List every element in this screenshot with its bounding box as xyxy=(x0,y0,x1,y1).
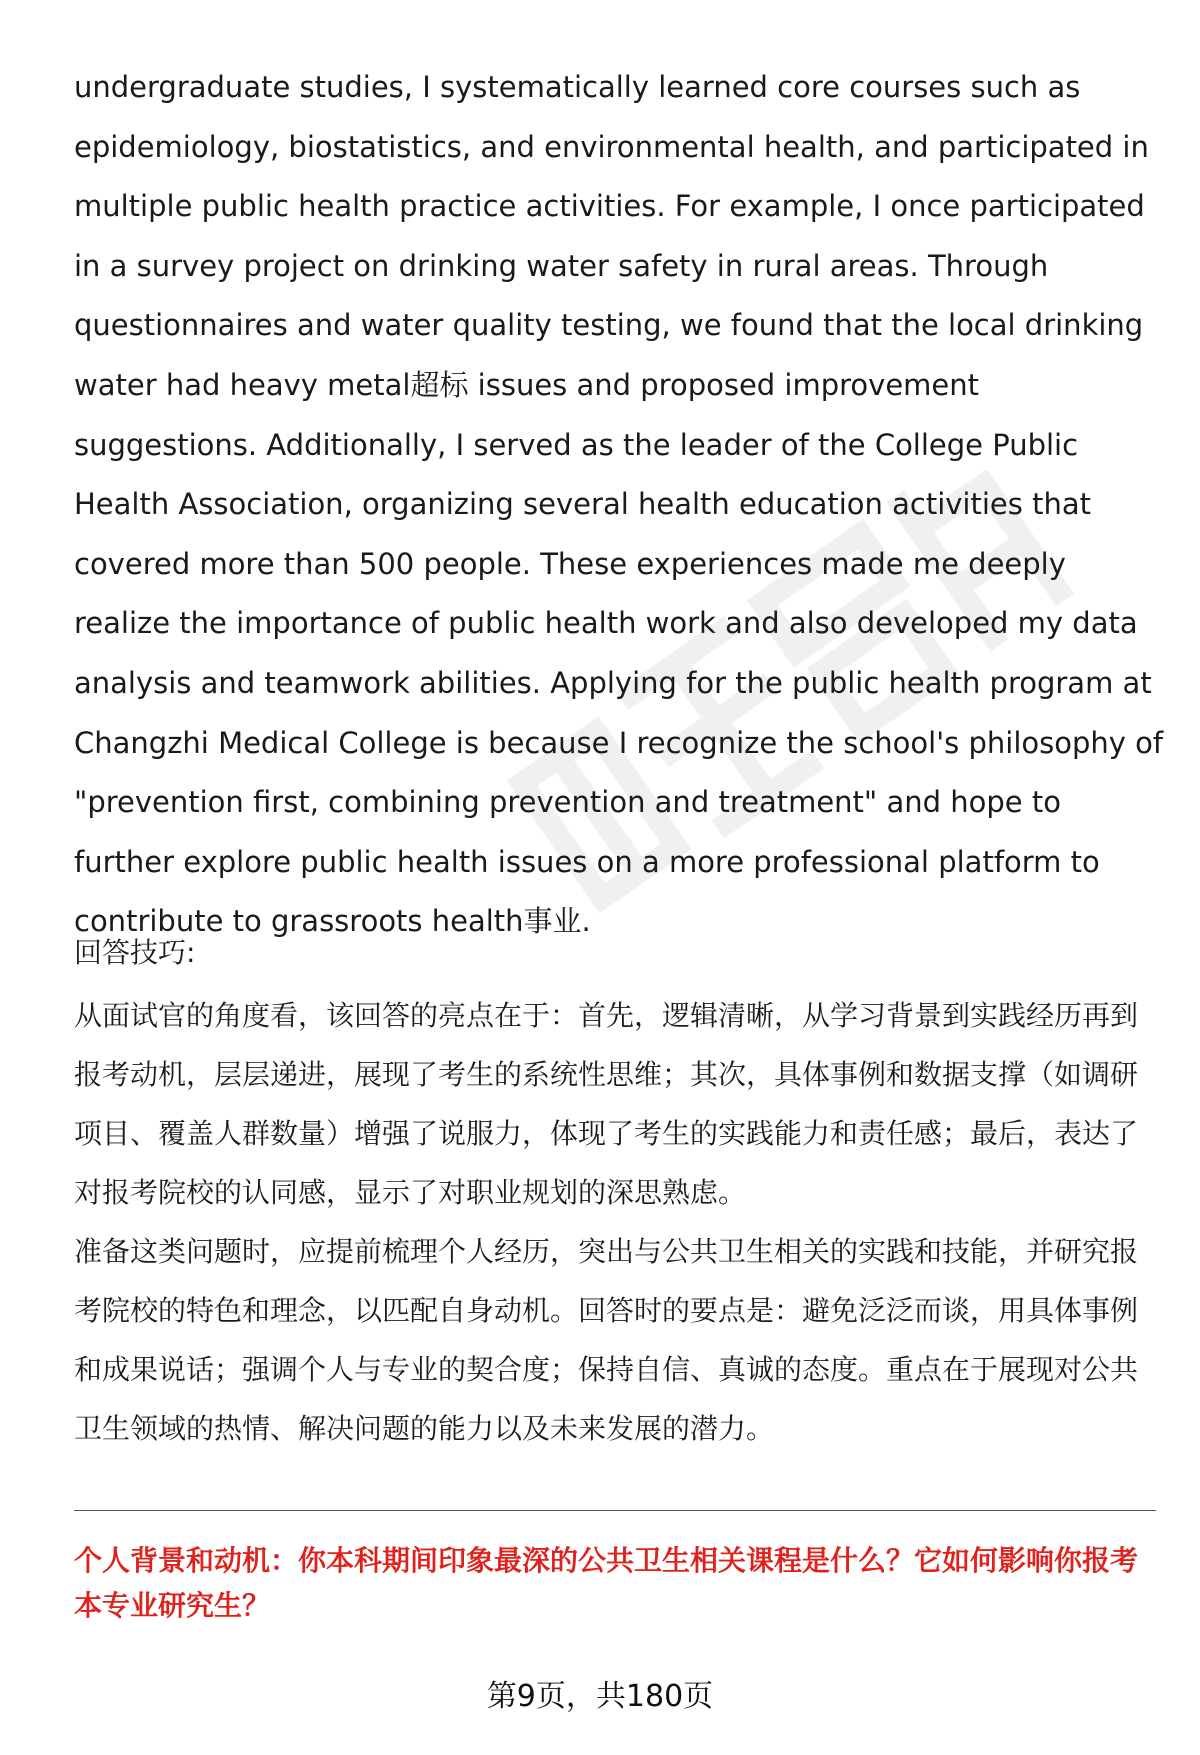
next-question-heading: 个人背景和动机：你本科期间印象最深的公共卫生相关课程是什么？它如何影响你报考本专业研究生？ xyxy=(74,1544,1139,1622)
section-divider xyxy=(74,1510,1156,1511)
tips-body xyxy=(74,986,1164,1458)
page-number: 第9页，共180页 xyxy=(486,1679,714,1714)
answer-paragraph: undergraduate studies, I systematically learned core courses such as epidemiology, biostatistics, and environmental health, and participated in multiple public health practice activities. For example, I once participated in a survey project on drinking water safety in rural areas. Through questionnaires and water quality testing, we found that the local drinking water had heavy metal超标 issues and proposed improvement suggestions. Additionally, I served as the leader of the College Public Health Association, organizing several health education activities that covered more than 500 people. These experiences made me deeply realize the importance of public health work and also developed my data analysis and teamwork abilities. Applying for the public health program at Changzhi Medical College is because I recognize the school's philosophy of "prevention first, combining prevention and treatment" and hope to further explore public health issues on a more professional platform to contribute to grassroots health事业. xyxy=(74,70,1164,939)
tips-paragraph: 准备这类问题时，应提前梳理个人经历，突出与公共卫生相关的实践和技能，并研究报考院校的特色和理念，以匹配自身动机。回答时的要点是：避免泛泛而谈，用具体事例和成果说话；强调个人与专业的契合度；保持自信、真诚的态度。重点在于展现对公共卫生领域的热情、解决问题的能力以及未来发展的潜力。 xyxy=(74,1235,1139,1445)
tips-title: 回答技巧: xyxy=(74,936,196,969)
tips-paragraph: 从面试官的角度看，该回答的亮点在于：首先，逻辑清晰，从学习背景到实践经历再到报考动机，层层递进，展现了考生的系统性思维；其次，具体事例和数据支撑（如调研项目、覆盖人群数量）增强了说服力，体现了考生的实践能力和责任感；最后，表达了对报考院校的认同感，显示了对职业规划的深思熟虑。 xyxy=(74,999,1139,1209)
